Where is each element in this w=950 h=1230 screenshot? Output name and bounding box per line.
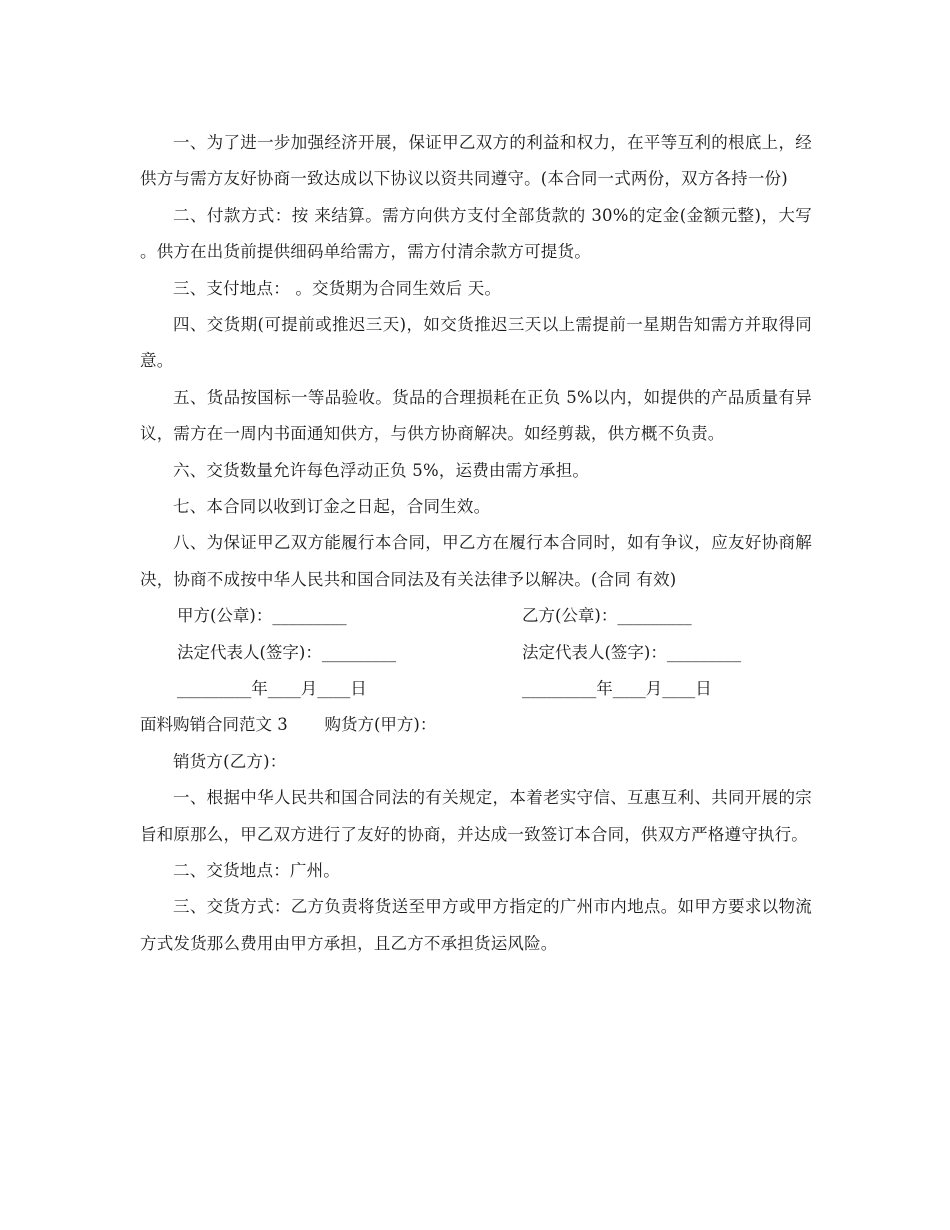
signature-rep-row bbox=[140, 635, 812, 671]
seller-line: 销货方(乙方)： bbox=[173, 751, 287, 771]
party-a-date: _________年____月____日 bbox=[177, 679, 367, 699]
party-a-representative: 法定代表人(签字)：_________ bbox=[177, 642, 397, 662]
signature-seal-row bbox=[140, 598, 812, 634]
party-b-seal: 乙方(公章)：_________ bbox=[522, 606, 692, 626]
clause-1-purpose: 一、为了进一步加强经济开展，保证甲乙双方的利益和权力，在平等互利的根底上，经供方与需方友好协商一致达成以下协议以资共同遵守。(本合同一式两份，双方各持一份) bbox=[140, 133, 812, 189]
signature-date-row bbox=[140, 671, 812, 707]
clause-b3-delivery-method: 三、交货方式：乙方负责将货送至甲方或甲方指定的广州市内地点。如甲方要求以物流方式发货那么费用由甲方承担，且乙方不承担货运风险。 bbox=[140, 897, 812, 953]
section-title-buyer: 面料购销合同范文 3 购货方(甲方)： bbox=[140, 715, 437, 735]
clause-b1-basis: 一、根据中华人民共和国合同法的有关规定，本着老实守信、互惠互利、共同开展的宗旨和原那么，甲乙双方进行了友好的协商，并达成一致签订本合同，供双方严格遵守执行。 bbox=[140, 788, 812, 844]
party-b-representative: 法定代表人(签字)：_________ bbox=[522, 642, 742, 662]
clause-6-quantity: 六、交货数量允许每色浮动正负 5%，运费由需方承担。 bbox=[173, 460, 590, 480]
clause-5-inspection: 五、货品按国标一等品验收。货品的合理损耗在正负 5%以内，如提供的产品质量有异议，需方在一周内书面通知供方，与供方协商解决。如经剪裁，供方概不负责。 bbox=[140, 387, 812, 444]
contract-body bbox=[140, 125, 812, 962]
party-a-seal: 甲方(公章)：_________ bbox=[177, 606, 347, 626]
clause-7-effective: 七、本合同以收到订金之日起，合同生效。 bbox=[173, 497, 491, 517]
clause-2-payment: 二、付款方式：按 来结算。需方向供方支付全部货款的 30%的定金(金额元整)，大写 。供方在出货前提供细码单给需方，需方付清余款方可提货。 bbox=[140, 205, 812, 262]
clause-3-payment-location: 三、支付地点： 。交货期为合同生效后 天。 bbox=[173, 278, 502, 298]
clause-b2-delivery-location: 二、交货地点：广州。 bbox=[173, 861, 340, 881]
clause-8-disputes: 八、为保证甲乙双方能履行本合同，甲乙方在履行本合同时，如有争议，应友好协商解决，协商不成按中华人民共和国合同法及有关法律予以解决。(合同 有效) bbox=[140, 533, 812, 589]
party-b-date: _________年____月____日 bbox=[522, 679, 712, 699]
clause-4-delivery-period: 四、交货期(可提前或推迟三天)，如交货推迟三天以上需提前一星期告知需方并取得同意。 bbox=[140, 315, 812, 371]
